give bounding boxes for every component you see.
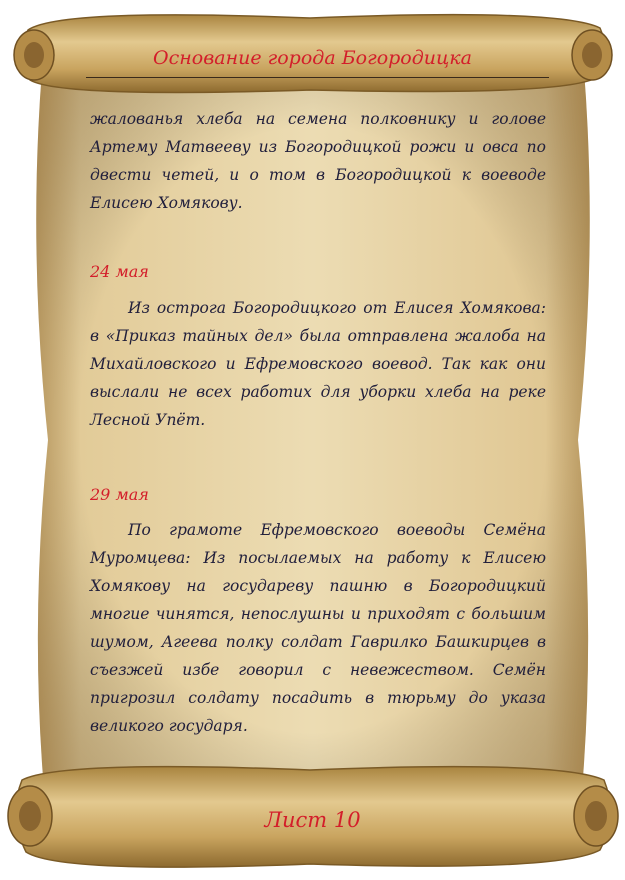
paragraph-3: По грамоте Ефремовского воеводы Семёна Муромцева: Из посылаемых на работу к Елисею Хомякову на государеву пашню в Богородицкий многие чинятся, непослушны и приходят с большим шумом, Агеева полку солдат Гаврилко Башкирцев в съезжей избе говорил с невежеством. Семён пригрозил солдату посадить в тюрьму до указа великого государя. xyxy=(90,521,546,735)
date-heading-1: 24 мая xyxy=(90,262,149,281)
paragraph-1: жалованья хлеба на семена полковнику и голове Артему Матвееву из Богородицкой рожи и овса по двести четей, и о том в Богородицкой к воеводе Елисею Хомякову. xyxy=(90,110,546,212)
page-number: Лист 10 xyxy=(264,808,361,832)
paragraph-2: Из острога Богородицкого от Елисея Хомякова: в «Приказ тайных дел» была отправлена жалоба на Михайловского и Ефремовского воевод. Так как они выслали не всех работих для уборки хлеба на реке Лесной Упёт. xyxy=(90,299,546,429)
title-divider xyxy=(86,77,549,78)
page-title: Основание города Богородицка xyxy=(153,47,472,69)
date-heading-2: 29 мая xyxy=(90,485,149,504)
